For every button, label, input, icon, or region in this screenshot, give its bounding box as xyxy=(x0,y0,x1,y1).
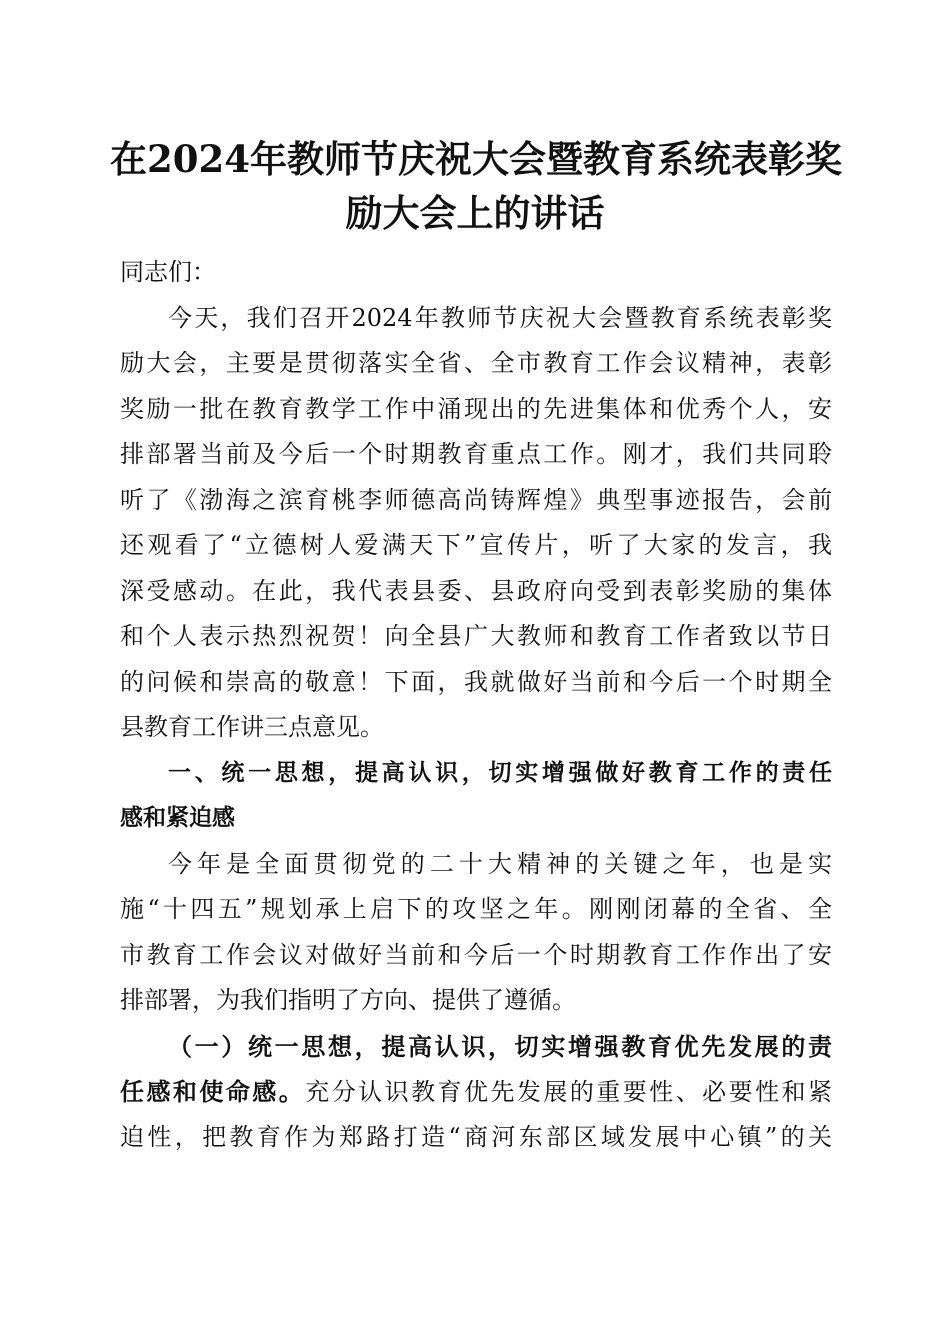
paragraph-line: 深受感动。在此，我代表县委、县政府向受到表彰奖励的集体 xyxy=(120,576,832,605)
paragraph-line: 今天，我们召开2024年教师节庆祝大会暨教育系统表彰奖 xyxy=(168,303,832,332)
paragraph-text: 充分认识教育优先发展的重要性、必要性和紧 xyxy=(305,1078,833,1106)
subheading-tail: 任感和使命感。 xyxy=(120,1077,306,1106)
title-line-1: 在2024年教师节庆祝大会暨教育系统表彰奖 xyxy=(110,137,842,181)
document-title xyxy=(110,132,840,240)
paragraph-line: 排部署当前及今后一个时期教育重点工作。刚才，我们共同聆 xyxy=(120,440,832,468)
paragraph-line: 县教育工作讲三点意见。 xyxy=(120,713,384,741)
subheading-line: （一）统一思想，提高认识，切实增强教育优先发展的责 xyxy=(168,1031,832,1061)
paragraph-line: 奖励一批在教育教学工作中涌现出的先进集体和优秀个人，安 xyxy=(120,394,832,423)
paragraph-line: 和个人表示热烈祝贺！向全县广大教师和教育工作者致以节日 xyxy=(120,622,832,650)
paragraph-line: 的问候和崇高的敬意！下面，我就做好当前和今后一个时期全 xyxy=(120,667,832,696)
paragraph-line xyxy=(120,1069,832,1115)
paragraph-line: 听了《渤海之滨育桃李师德高尚铸辉煌》典型事迹报告，会前 xyxy=(120,485,832,514)
document-body xyxy=(120,250,832,1160)
paragraph-line: 排部署，为我们指明了方向、提供了遵循。 xyxy=(120,986,576,1014)
paragraph-subsection-1 xyxy=(120,1024,832,1161)
paragraph-context xyxy=(120,842,832,1024)
title-line-2: 励大会上的讲话 xyxy=(345,191,605,235)
paragraph-line: 施“十四五”规划承上启下的攻坚之年。刚刚闭幕的全省、全 xyxy=(120,895,832,923)
paragraph-line: 市教育工作会议对做好当前和今后一个时期教育工作作出了安 xyxy=(120,940,832,969)
heading-line: 一、统一思想，提高认识，切实增强做好教育工作的责任 xyxy=(168,759,832,786)
paragraph-line: 今年是全面贯彻党的二十大精神的关键之年，也是实 xyxy=(168,849,832,878)
paragraph-opening xyxy=(120,296,832,751)
salutation: 同志们： xyxy=(120,258,216,286)
paragraph-line: 励大会，主要是贯彻落实全省、全市教育工作会议精神，表彰 xyxy=(120,349,832,377)
section-heading-1 xyxy=(120,751,832,842)
paragraph-line: 还观看了“立德树人爱满天下”宣传片，听了大家的发言，我 xyxy=(120,531,832,559)
heading-line: 感和紧迫感 xyxy=(120,805,235,831)
paragraph-line: 迫性，把教育作为郑路打造“商河东部区域发展中心镇”的关 xyxy=(120,1122,832,1151)
